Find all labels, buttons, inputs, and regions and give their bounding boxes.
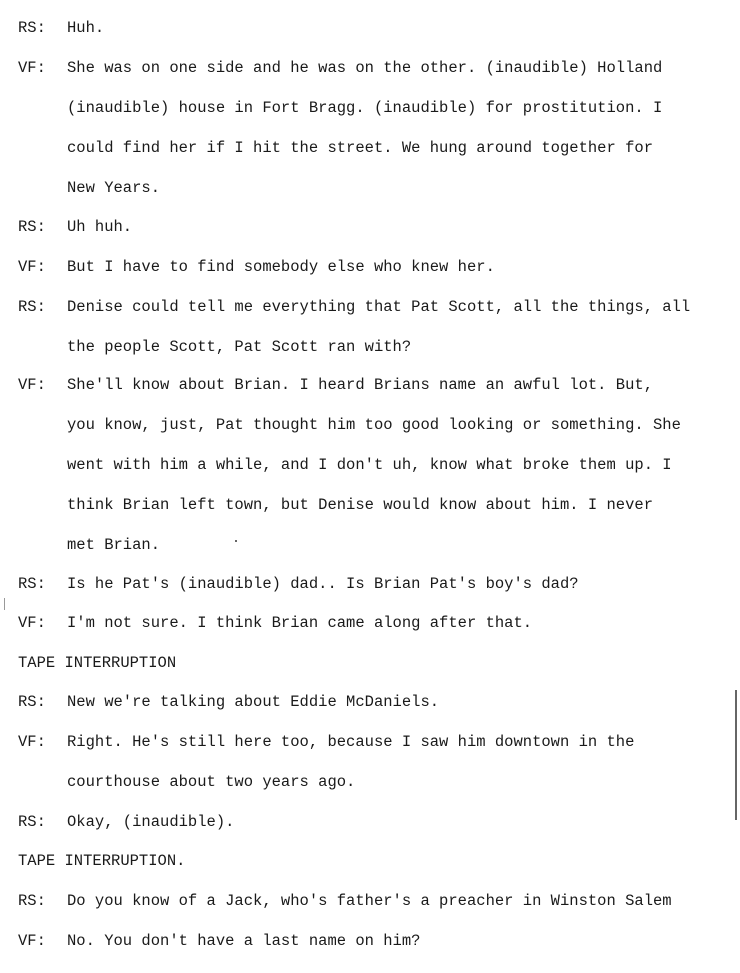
- speaker-label: VF:: [18, 258, 46, 276]
- speaker-label: RS:: [18, 892, 46, 910]
- speaker-label: RS:: [18, 298, 46, 316]
- utterance-line: Denise could tell me everything that Pat Scott, all the things, all: [67, 298, 691, 316]
- utterance-line: I'm not sure. I think Brian came along after that.: [67, 614, 533, 632]
- utterance-line: courthouse about two years ago.: [67, 773, 356, 791]
- utterance-line: Do you know of a Jack, who's father's a preacher in Winston Salem: [67, 892, 672, 910]
- tape-interruption-note: TAPE INTERRUPTION: [18, 654, 177, 672]
- utterance-line: Right. He's still here too, because I saw him downtown in the: [67, 733, 635, 751]
- utterance-line: Is he Pat's (inaudible) dad.. Is Brian Pat's boy's dad?: [67, 575, 579, 593]
- utterance-line: could find her if I hit the street. We hung around together for: [67, 139, 653, 157]
- utterance-line: (inaudible) house in Fort Bragg. (inaudible) for prostitution. I: [67, 99, 663, 117]
- utterance-line: Huh.: [67, 19, 105, 37]
- scan-speck: [235, 540, 237, 542]
- utterance-line: She was on one side and he was on the other. (inaudible) Holland: [67, 59, 663, 77]
- utterance-line: New Years.: [67, 179, 161, 197]
- speaker-label: VF:: [18, 614, 46, 632]
- utterance-line: No. You don't have a last name on him?: [67, 932, 421, 950]
- speaker-label: VF:: [18, 376, 46, 394]
- speaker-label: VF:: [18, 932, 46, 950]
- utterance-line: Okay, (inaudible).: [67, 813, 235, 831]
- utterance-line: the people Scott, Pat Scott ran with?: [67, 338, 412, 356]
- speaker-label: RS:: [18, 19, 46, 37]
- utterance-line: think Brian left town, but Denise would know about him. I never: [67, 496, 653, 514]
- speaker-label: RS:: [18, 218, 46, 236]
- speaker-label: RS:: [18, 813, 46, 831]
- utterance-line: you know, just, Pat thought him too good looking or something. She: [67, 416, 681, 434]
- utterance-line: New we're talking about Eddie McDaniels.: [67, 693, 440, 711]
- scan-speck: [4, 598, 5, 610]
- speaker-label: RS:: [18, 693, 46, 711]
- speaker-label: VF:: [18, 59, 46, 77]
- utterance-line: But I have to find somebody else who knew her.: [67, 258, 495, 276]
- tape-interruption-note: TAPE INTERRUPTION.: [18, 852, 186, 870]
- utterance-line: met Brian.: [67, 536, 161, 554]
- utterance-line: Uh huh.: [67, 218, 133, 236]
- speaker-label: RS:: [18, 575, 46, 593]
- speaker-label: VF:: [18, 733, 46, 751]
- utterance-line: went with him a while, and I don't uh, know what broke them up. I: [67, 456, 672, 474]
- scan-mark: [735, 690, 737, 820]
- utterance-line: She'll know about Brian. I heard Brians name an awful lot. But,: [67, 376, 653, 394]
